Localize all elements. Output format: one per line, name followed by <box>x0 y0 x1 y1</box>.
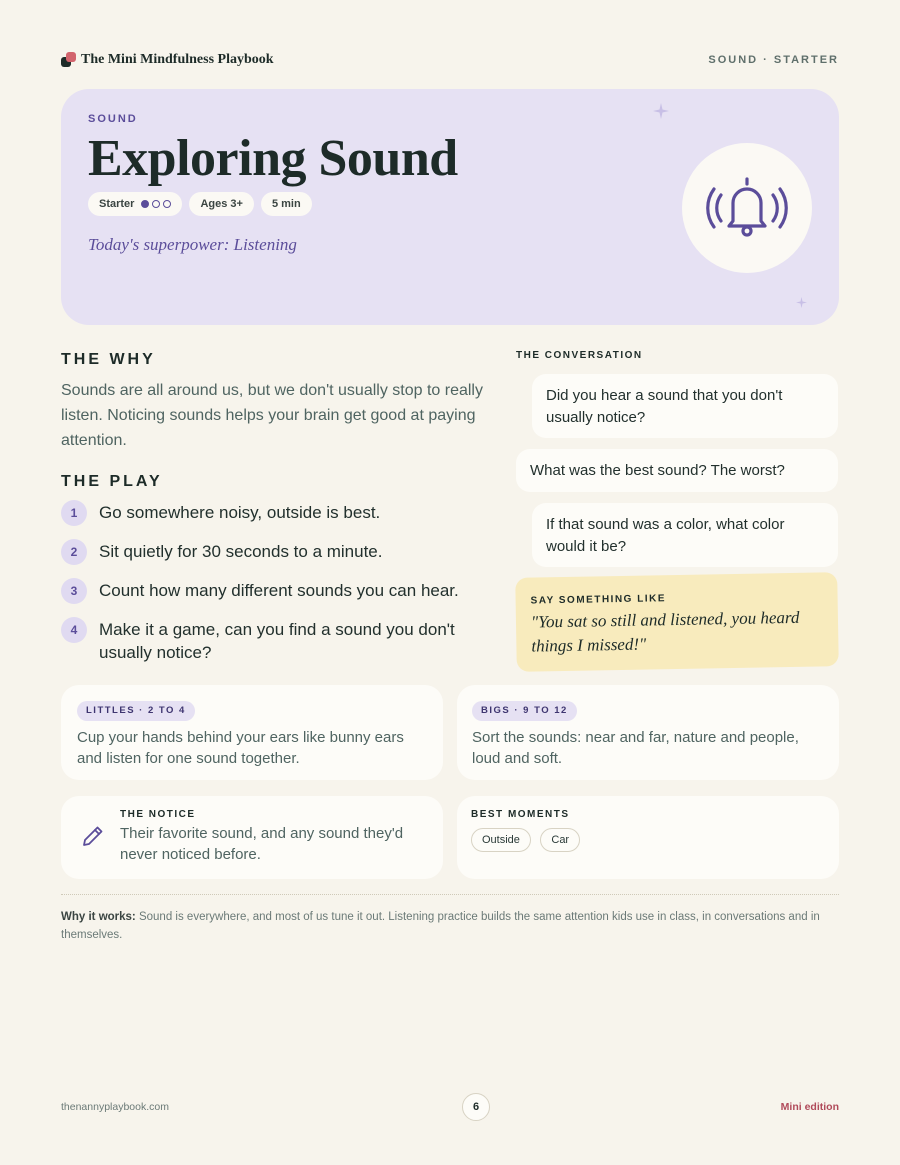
play-title: THE PLAY <box>61 473 163 490</box>
brand-title: The Mini Mindfulness Playbook <box>81 52 274 67</box>
step-text: Count how many different sounds you can hear. <box>99 581 459 600</box>
notice-text: Their favorite sound, and any sound they'd never noticed before. <box>120 825 404 863</box>
play-steps <box>61 500 481 677</box>
step-text: Sit quietly for 30 seconds to a minute. <box>99 542 383 561</box>
conversation-bubble: Did you hear a sound that you don't usually notice? <box>532 374 838 438</box>
moment-pill: Car <box>540 828 580 852</box>
conversation-bubble: What was the best sound? The worst? <box>516 449 838 492</box>
play-step <box>61 539 481 565</box>
sparkle-icon <box>653 103 669 124</box>
bell-ringing-icon <box>682 143 812 273</box>
level-dots <box>141 200 171 208</box>
hero-kicker: SOUND <box>88 113 138 125</box>
conversation-bubble: If that sound was a color, what color would it be? <box>532 503 838 567</box>
play-step <box>61 578 481 604</box>
hero-chips <box>88 192 312 216</box>
moment-pill: Outside <box>471 828 531 852</box>
play-step <box>61 500 481 526</box>
pencil-icon <box>81 824 105 853</box>
divider <box>61 894 839 895</box>
littles-tag: LITTLES · 2 TO 4 <box>77 701 195 721</box>
why-it-works <box>61 908 839 944</box>
notice-card <box>61 796 443 879</box>
why-text: Sounds are all around us, but we don't usually stop to really listen. Noticing sounds helps your brain get good at paying attention. <box>61 382 483 449</box>
why-works-label: Why it works: <box>61 911 136 923</box>
footer-site: thenannyplaybook.com <box>61 1101 169 1113</box>
say-label: SAY SOMETHING LIKE <box>530 593 667 607</box>
say-something-card <box>515 572 839 672</box>
hero-card <box>61 89 839 325</box>
duration-chip: 5 min <box>261 192 312 216</box>
page-number: 6 <box>462 1093 490 1121</box>
level-chip <box>88 192 182 216</box>
level-dot-empty <box>163 200 171 208</box>
why-works-text: Sound is everywhere, and most of us tune it out. Listening practice builds the same attention kids use in class, in conversations and in themselves. <box>61 911 820 941</box>
level-dot-empty <box>152 200 160 208</box>
footer-edition: Mini edition <box>780 1101 839 1113</box>
bigs-tag: BIGS · 9 TO 12 <box>472 701 577 721</box>
bigs-card <box>457 685 839 780</box>
page-title: Exploring Sound <box>88 130 458 187</box>
level-label: Starter <box>99 198 135 210</box>
brand <box>61 52 274 68</box>
say-quote: "You sat so still and listened, you heard things I missed!" <box>530 607 800 656</box>
notice-label: THE NOTICE <box>120 809 196 820</box>
moments-label: BEST MOMENTS <box>471 809 570 820</box>
page-header <box>61 50 839 70</box>
sparkle-icon <box>796 295 807 313</box>
bigs-text: Sort the sounds: near and far, nature and people, loud and soft. <box>472 729 799 767</box>
why-title: THE WHY <box>61 351 156 368</box>
littles-card <box>61 685 443 780</box>
conversation-title: THE CONVERSATION <box>516 350 643 361</box>
moments-card <box>457 796 839 879</box>
superpower-line: Today's superpower: Listening <box>88 235 297 254</box>
ages-chip: Ages 3+ <box>189 192 254 216</box>
brand-logo-icon <box>61 52 77 68</box>
moments-list <box>471 828 825 852</box>
step-number: 4 <box>61 617 87 643</box>
step-text: Make it a game, can you find a sound you don't usually notice? <box>99 620 455 662</box>
step-number: 2 <box>61 539 87 565</box>
section-tag: SOUND · STARTER <box>708 54 839 66</box>
littles-text: Cup your hands behind your ears like bunny ears and listen for one sound together. <box>77 729 404 767</box>
step-number: 1 <box>61 500 87 526</box>
step-text: Go somewhere noisy, outside is best. <box>99 503 381 522</box>
step-number: 3 <box>61 578 87 604</box>
play-step <box>61 617 481 664</box>
level-dot-filled <box>141 200 149 208</box>
